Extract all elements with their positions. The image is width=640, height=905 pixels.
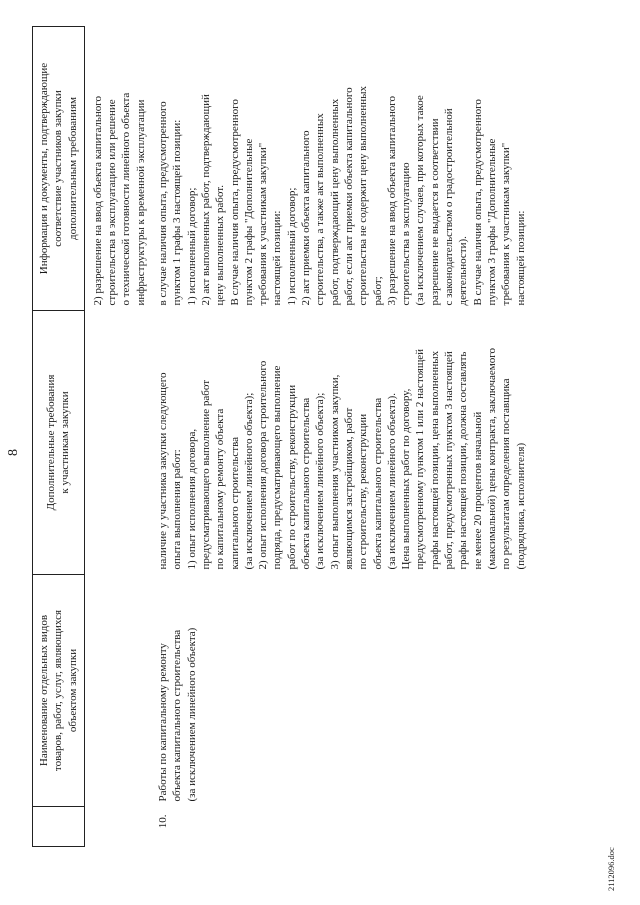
documents-cell: в случае наличия опыта, предусмотренного пунктом 1 графы 3 настоящей позиции: 1) исполненный договор; 2) акт выполненных работ, подтверждающий цену выполненных работ. В случае наличия опыта, предусмотренного пунктом 2 графы "Дополнительные требования к участникам закупки" настоящей позиции: 1) исполненный договор; 2) акт приемки объекта капитального строительства, а также акт выполненных работ, подтверждающий цену выполненных работ, если акт приемки объекта капитального строительства не содержит цену выполненных работ; 3) разрешение на ввод объекта капитального строительства в эксплуатацию (за исключением случаев, при которых такое разрешение не выдается в соответствии с законодательством о градостроительной деятельности). В случае наличия опыта, предусмотренного пунктом 3 графы "Дополнительные требования к участникам закупки" настоящей позиции:	[157, 85, 527, 306]
continuation-row	[84, 27, 150, 847]
header-supporting-documents: Информация и документы, подтверждающие соответствие участников закупки дополнительным требованиям	[33, 27, 85, 311]
file-reference: 2112096.doc	[606, 847, 616, 891]
item-name-cell: Работы по капитальному ремонту объекта капитального строительства (за исключением линейного объекта)	[157, 627, 198, 802]
row-number: 10.	[157, 814, 170, 829]
requirements-cell: наличие у участника закупки следующего опыта выполнения работ: 1) опыт исполнения договора, предусматривающего выполнение работ по капитальному ремонту объекта капитального строительства (за исключением линейного объекта); 2) опыт исполнения договора строительного подряда, предусматривающего выполнение работ по строительству, реконструкции объекта капитального строительства (за исключением линейного объекта); 3) опыт выполнения участником закупки, являющимся застройщиком, работ по строительству, реконструкции объекта капитального строительства (за исключением линейного объекта). Цена выполненных работ по договору, предусмотренному пунктом 1 или 2 настоящей графы настоящей позиции, цена выполненных работ, предусмотренных пунктом 3 настоящей графы настоящей позиции, должна составлять не менее 20 процентов начальной (максимальной) цены контракта, заключаемого по результатам определения поставщика (подрядчика, исполнителя)	[157, 348, 527, 570]
header-additional-requirements: Дополнительные требования к участникам закупки	[33, 311, 85, 575]
requirements-table	[32, 26, 530, 847]
continuation-text: 2) разрешение на ввод объекта капитального строительства в эксплуатацию или решение о технической готовности линейного объекта инфраструктуры к временной эксплуатации	[91, 92, 147, 306]
header-number	[33, 807, 85, 847]
table-row	[150, 27, 530, 847]
table-header-row	[33, 27, 85, 847]
header-item-name: Наименование отдельных видов товаров, работ, услуг, являющихся объектом закупки	[33, 575, 85, 807]
page-number: 8	[6, 449, 21, 456]
